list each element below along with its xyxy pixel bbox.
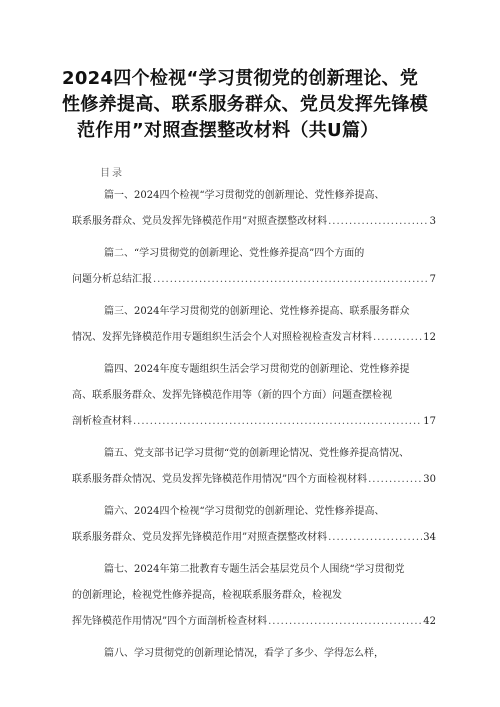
title-line: 性修养提高、联系服务群众、党员发挥先锋模 <box>62 94 428 115</box>
toc-entry-line <box>72 499 436 525</box>
toc-entry-line <box>72 299 436 325</box>
toc-entry-text: 篇八、学习贯彻党的创新理论情况，看学了多少、学得怎么样， <box>104 648 384 659</box>
toc-entry-text: 篇六、2024四个检视“学习贯彻党的创新理论、党性修养提高、 <box>104 506 385 517</box>
toc-entry-line <box>72 325 436 351</box>
toc-entry-text: 的创新理论，检视党性修养提高，检视联系服务群众，检视发 <box>72 590 342 601</box>
toc-entry[interactable] <box>72 441 436 493</box>
toc-page-number: 17 <box>423 416 436 427</box>
toc-entry-text: 高、联系服务群众、发挥先锋模范作用等（新的四个方面）问题查摆检视 <box>72 390 392 401</box>
toc-heading: 目录 <box>100 168 124 179</box>
toc-entry-text: 篇一、2024四个检视“学习贯彻党的创新理论、党性修养提高、 <box>104 190 385 201</box>
toc-leader-dots <box>328 209 429 235</box>
toc-page-number: 34 <box>423 532 436 543</box>
toc-entry[interactable] <box>72 183 436 235</box>
toc-entry-line <box>72 241 436 267</box>
toc-entry-text: 问题分析总结汇报 <box>72 274 152 285</box>
toc-entry-line <box>72 383 436 409</box>
toc-entry[interactable] <box>72 241 436 293</box>
toc-page-number: 42 <box>423 616 436 627</box>
toc-entry-text: 联系服务群众、党员发挥先锋模范作用”对照查摆整改材料 <box>72 532 328 543</box>
toc-entry-line <box>72 441 436 467</box>
toc-entry-line <box>72 557 436 583</box>
toc-entry-line <box>72 525 436 551</box>
toc-entry-text: 篇二、“学习贯彻党的创新理论、党性修养提高”四个方面的 <box>104 248 365 259</box>
toc-entry-line <box>72 409 436 435</box>
toc-leader-dots <box>373 325 422 351</box>
toc-page-number: 3 <box>429 216 436 227</box>
toc-page-number: 30 <box>423 474 436 485</box>
toc-leader-dots <box>153 267 429 293</box>
toc-entry-text: 篇七、2024年第二批教育专题生活会基层党员个人围绕“学习贯彻党 <box>104 564 405 575</box>
toc-entry-text: 联系服务群众、党员发挥先锋模范作用”对照查摆整改材料 <box>72 216 328 227</box>
toc-entry-text: 篇三、2024年学习贯彻党的创新理论、党性修养提高、联系服务群众 <box>104 306 410 317</box>
toc-entry-text: 挥先锋模范作用情况”四个方面剖析检查材料 <box>72 616 268 627</box>
title-line: 2024四个检视“学习贯彻党的创新理论、党 <box>62 68 419 89</box>
toc-entry[interactable] <box>72 499 436 551</box>
toc-leader-dots <box>328 525 422 551</box>
toc-entry-text: 剖析检查材料 <box>72 416 132 427</box>
toc-leader-dots <box>368 467 422 493</box>
toc-entry-line <box>72 609 436 635</box>
toc-entry-text: 篇四、2024年度专题组织生活会学习贯彻党的创新理论、党性修养提 <box>104 364 410 375</box>
toc-entry-line <box>72 641 436 667</box>
toc-entry-line <box>72 357 436 383</box>
toc-leader-dots <box>268 609 422 635</box>
toc-leader-dots <box>133 409 422 435</box>
title-line: 范作用”对照查摆整改材料（共U篇） <box>77 120 379 141</box>
toc-entry[interactable] <box>72 641 436 667</box>
toc-entry-line <box>72 267 436 293</box>
toc-entry-line <box>72 183 436 209</box>
toc-entry-text: 情况、发挥先锋模范作用专题组织生活会个人对照检视检查发言材料 <box>72 332 372 343</box>
toc-entry-line <box>72 467 436 493</box>
toc-entry-text: 篇五、党支部书记学习贯彻“党的创新理论情况、党性修养提高情况、 <box>104 448 410 459</box>
document-title <box>62 66 442 144</box>
toc-entry[interactable] <box>72 357 436 435</box>
toc-entry-line <box>72 209 436 235</box>
toc-entry-line <box>72 583 436 609</box>
toc-entry-text: 联系服务群众情况、党员发挥先锋模范作用情况”四个方面检视材料 <box>72 474 368 485</box>
toc-page-number: 7 <box>429 274 436 285</box>
toc-page-number: 12 <box>423 332 436 343</box>
toc-entry[interactable] <box>72 557 436 635</box>
toc-entry[interactable] <box>72 299 436 351</box>
